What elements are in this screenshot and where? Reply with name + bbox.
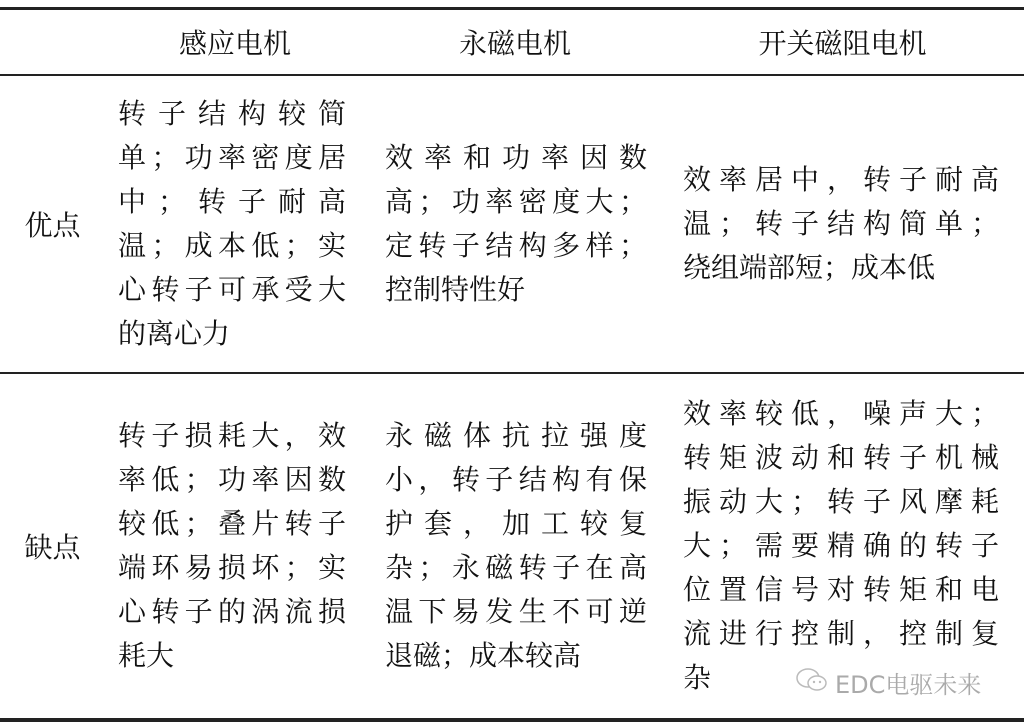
cell-disadvantages-pm [385, 373, 647, 718]
cell-line: 转矩波动和转子机械 [683, 440, 999, 474]
bottom-rule [0, 718, 1024, 722]
cell-disadvantages-induction [118, 373, 346, 718]
cell-line: 大；需要精确的转子 [683, 528, 999, 562]
cell-line: 温；成本低；实 [118, 228, 346, 262]
cell-advantages-induction [118, 75, 346, 372]
cell-line: 杂；永磁转子在高 [385, 550, 647, 584]
cell-line: 转子结构较简 [118, 96, 346, 130]
cell-line: 较低；叠片转子 [118, 506, 346, 540]
cell-line: 效率居中，转子耐高 [683, 162, 999, 196]
cell-line: 效率和功率因数 [385, 140, 647, 174]
cell-line: 心转子可承受大 [118, 272, 346, 306]
cell-line: 温下易发生不可逆 [385, 594, 647, 628]
row-label-disadvantages: 缺点 [24, 530, 81, 564]
cell-advantages-srm [683, 75, 999, 372]
cell-line: 转子损耗大，效 [118, 418, 346, 452]
cell-line: 温；转子结构简单； [683, 206, 999, 240]
header-col1: 感应电机 [178, 26, 291, 60]
cell-line: 永磁体抗拉强度 [385, 418, 647, 452]
cell-line: 单；功率密度居 [118, 140, 346, 174]
header-col3: 开关磁阻电机 [758, 26, 927, 60]
cell-advantages-pm [385, 75, 647, 372]
cell-line: 中；转子耐高 [118, 184, 346, 218]
cell-line: 杂 [683, 660, 712, 694]
cell-line: 高；功率密度大； [385, 184, 647, 218]
watermark [795, 665, 981, 700]
cell-line: 振动大；转子风摩耗 [683, 484, 999, 518]
cell-line: 流进行控制，控制复 [683, 616, 999, 650]
cell-line: 心转子的涡流损 [118, 594, 346, 628]
cell-line: 率低；功率因数 [118, 462, 346, 496]
cell-line: 护套，加工较复 [385, 506, 647, 540]
header-col2: 永磁电机 [458, 26, 571, 60]
cell-line: 效率较低，噪声大； [683, 396, 999, 430]
cell-line: 定转子结构多样； [385, 228, 647, 262]
cell-line: 的离心力 [118, 316, 231, 350]
cell-line: 位置信号对转矩和电 [683, 572, 999, 606]
watermark-text: EDC电驱未来 [835, 671, 982, 699]
cell-line: 小，转子结构有保 [385, 462, 647, 496]
cell-line: 耗大 [118, 638, 175, 672]
cell-line: 控制特性好 [385, 272, 526, 306]
cell-line: 端环易损坏；实 [118, 550, 346, 584]
row-label-advantages: 优点 [24, 208, 81, 242]
cell-line: 绕组端部短；成本低 [683, 250, 936, 284]
cell-line: 退磁；成本较高 [385, 638, 582, 672]
wechat-icon [795, 666, 829, 700]
